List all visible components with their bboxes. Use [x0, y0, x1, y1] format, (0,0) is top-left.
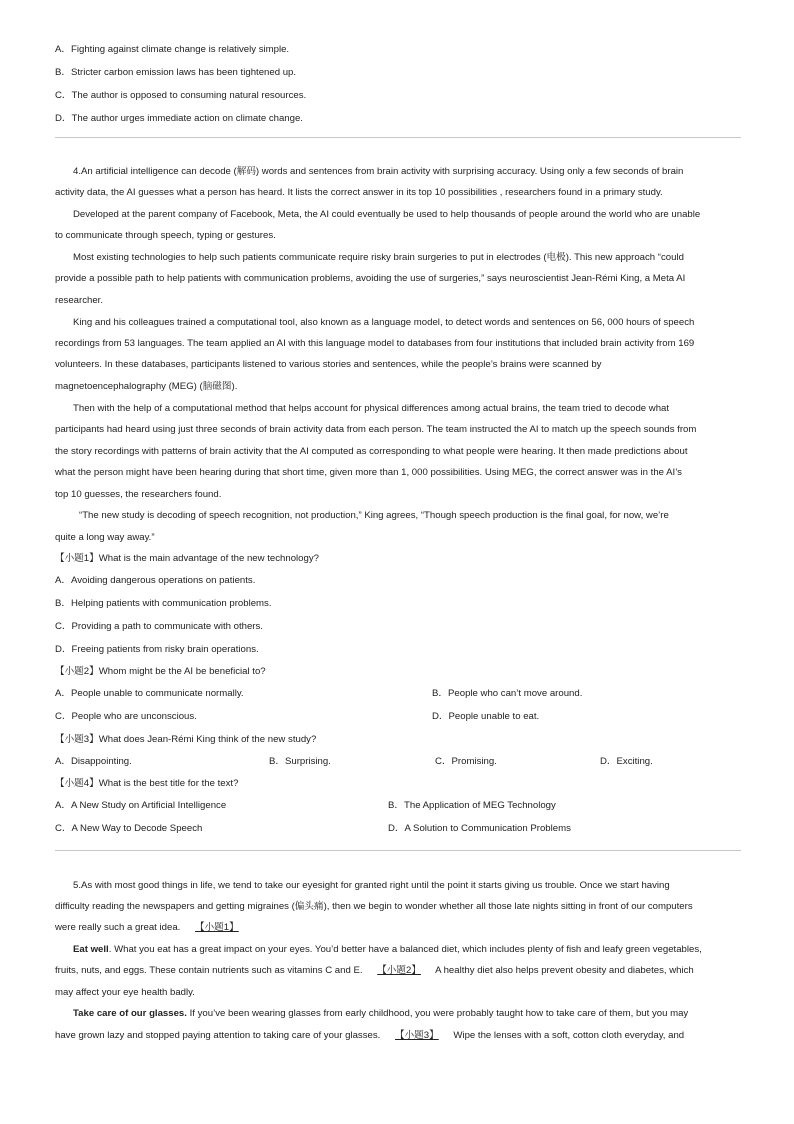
question-3: 【小题3】What does Jean-Rémi King think of the new study?	[55, 734, 317, 745]
passage5-text: If you’ve been wearing glasses from early childhood, you were probably taught how to take care of them, but you may	[186, 1008, 689, 1019]
passage5-line	[73, 1007, 688, 1020]
passage4-line: activity data, the AI guesses what a person has heard. It lists the correct answer in its top 10 possibilities , researchers found in a primary study.	[55, 187, 663, 198]
passage5-text: Wipe the lenses with a soft, cotton cloth everyday, and	[453, 1030, 685, 1041]
passage4-line: top 10 guesses, the researchers found.	[55, 489, 222, 500]
q3-option-d: D．Exciting.	[600, 756, 653, 767]
q3-option-b: B．Surprising.	[269, 756, 331, 767]
q1-option-d: D．Freeing patients from risky brain operations.	[55, 644, 259, 655]
q1-option-a: A．Avoiding dangerous operations on patients.	[55, 575, 256, 586]
passage4-line: provide a possible path to help patients with communication problems, avoiding the use of surgeries,” says neuroscientist Jean-Rémi King, a Meta AI	[55, 273, 686, 284]
passage5-text: A healthy diet also helps prevent obesity and diabetes, which	[435, 965, 694, 976]
q4-option-d: D．A Solution to Communication Problems	[388, 823, 571, 834]
q4-option-b: B．The Application of MEG Technology	[388, 800, 556, 811]
question-2: 【小题2】Whom might be the AI be beneficial to?	[55, 666, 266, 677]
passage5-line	[55, 921, 247, 934]
q2-option-c: C．People who are unconscious.	[55, 711, 197, 722]
passage5-text: were really such a great idea.	[55, 922, 181, 933]
option-a: A．Fighting against climate change is relatively simple.	[55, 44, 290, 55]
q2-option-d: D．People unable to eat.	[432, 711, 540, 722]
q4-option-c: C．A New Way to Decode Speech	[55, 823, 203, 834]
passage5-line: 5.As with most good things in life, we tend to take our eyesight for granted right until the point it starts giving us trouble. Once we start having	[73, 880, 670, 891]
passage4-line: Developed at the parent company of Facebook, Meta, the AI could eventually be used to help thousands of people around the world who are unable	[73, 209, 701, 220]
passage4-line: 4.An artificial intelligence can decode (解码) words and sentences from brain activity with surprising accuracy. Using only a few seconds of brain	[73, 166, 684, 177]
passage4-line: Most existing technologies to help such patients communicate require risky brain surgeries to put in electrodes (电极). This new approach “could	[73, 252, 684, 263]
divider	[55, 850, 741, 851]
q3-option-a: A．Disappointing.	[55, 756, 132, 767]
passage5-line	[73, 943, 702, 956]
q3-option-c: C．Promising.	[435, 756, 497, 767]
q2-option-b: B．People who can’t move around.	[432, 688, 583, 699]
passage4-line: Then with the help of a computational method that helps account for physical differences among actual brains, the team tried to decode what	[73, 403, 670, 414]
option-d: D．The author urges immediate action on climate change.	[55, 113, 303, 124]
q4-option-a: A．A New Study on Artificial Intelligence	[55, 800, 227, 811]
question-4: 【小题4】What is the best title for the text?	[55, 778, 239, 789]
passage4-line: to communicate through speech, typing or gestures.	[55, 230, 276, 241]
q1-option-c: C．Providing a path to communicate with others.	[55, 621, 263, 632]
question-1: 【小题1】What is the main advantage of the new technology?	[55, 553, 319, 564]
passage4-line: magnetoencephalography (MEG) (脑磁图).	[55, 381, 238, 392]
passage5-text: have grown lazy and stopped paying attention to taking care of your glasses.	[55, 1030, 381, 1041]
blank-1[interactable]: 【小题1】	[195, 922, 239, 933]
passage4-line: researcher.	[55, 295, 103, 306]
passage4-line: quite a long way away.”	[55, 532, 155, 543]
divider	[55, 137, 741, 138]
passage5-line	[55, 964, 694, 977]
q2-option-a: A．People unable to communicate normally.	[55, 688, 244, 699]
option-b: B．Stricter carbon emission laws has been tightened up.	[55, 67, 297, 78]
heading-eat-well: Eat well	[73, 944, 109, 955]
heading-take-care: Take care of our glasses.	[73, 1008, 187, 1019]
passage5-line: may affect your eye health badly.	[55, 987, 195, 998]
passage5-line: difficulty reading the newspapers and getting migraines (偏头痛), then we begin to wonder whether all those late nights sitting in front of our computers	[55, 901, 693, 912]
option-c: C．The author is opposed to consuming natural resources.	[55, 90, 307, 101]
q1-option-b: B．Helping patients with communication problems.	[55, 598, 272, 609]
passage4-line: what the person might have been hearing during that short time, given more than 1, 000 possibilities. Using MEG, the correct answer was in the AI’s	[55, 467, 682, 478]
passage4-line: King and his colleagues trained a computational tool, also known as a language model, to detect words and sentences on 56, 000 hours of speech	[73, 317, 695, 328]
passage4-line: recordings from 53 languages. The team applied an AI with this language model to databases from four institutions that included brain activity from 169	[55, 338, 695, 349]
passage4-line: “The new study is decoding of speech recognition, not production,” King agrees, “Though speech production is the final goal, for now, we’re	[79, 510, 669, 521]
passage5-text: . What you eat has a great impact on your eyes. You’d better have a balanced diet, which includes plenty of fish and leafy green vegetables,	[108, 944, 702, 955]
passage4-line: participants had heard using just three seconds of brain activity data from each person. The team instructed the AI to match up the speech sounds from	[55, 424, 697, 435]
blank-3[interactable]: 【小题3】	[395, 1030, 439, 1041]
blank-2[interactable]: 【小题2】	[377, 965, 421, 976]
passage5-text: fruits, nuts, and eggs. These contain nutrients such as vitamins C and E.	[55, 965, 363, 976]
passage4-line: the story recordings with patterns of brain activity that the AI computed as corresponding to what people were hearing. It then made predictions about	[55, 446, 688, 457]
passage5-line	[55, 1029, 684, 1042]
passage4-line: volunteers. In these databases, participants listened to various stories and sentences, while the people’s brains were scanned by	[55, 359, 602, 370]
